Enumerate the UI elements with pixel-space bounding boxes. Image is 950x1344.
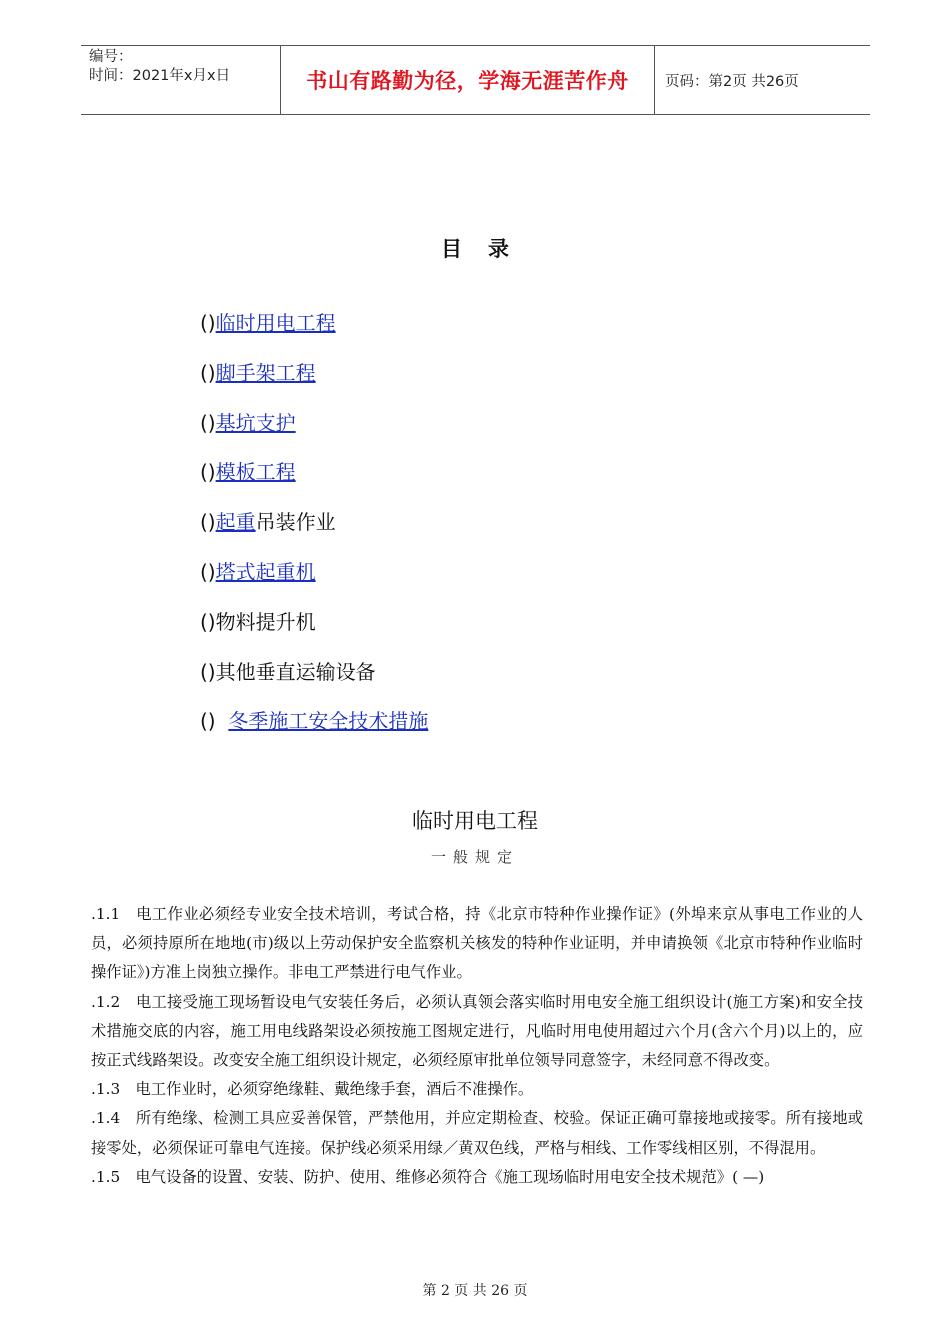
toc-item bbox=[200, 657, 428, 707]
toc-link[interactable]: 冬季施工安全技术措施 bbox=[228, 709, 429, 734]
section-subtitle: 一般规定 bbox=[430, 848, 519, 866]
header-meta bbox=[81, 46, 281, 114]
toc-item-marker: () bbox=[200, 311, 216, 335]
paragraph: .1.4 所有绝缘、检测工具应妥善保管，严禁他用，并应定期检查、校验。保证正确可靠接地或接零。所有接地或接零处，必须保证可靠电气连接。保护线必须采用绿／黄双色线，严格与相线、工作零线相区别，不得混用。 bbox=[91, 1109, 863, 1157]
toc-title-left: 目 bbox=[441, 237, 462, 261]
toc-link[interactable]: 基坑支护 bbox=[215, 410, 296, 435]
section-body bbox=[91, 900, 863, 1192]
toc-item-marker: () bbox=[200, 659, 216, 684]
paragraph: .1.2 电工接受施工现场暂设电气安装任务后，必须认真领会落实临时用电安全施工组织设计(施工方案)和安全技术措施交底的内容，施工用电线路架设必须按施工图规定进行，凡临时用电使用超过六个月(含六个月)以上的，应按正式线路架设。改变安全施工组织设计规定，必须经原审批单位领导同意签字，未经同意不得改变。 bbox=[91, 992, 863, 1070]
page-footer: 第 2 页 共 26 页 bbox=[422, 1283, 528, 1299]
toc-item bbox=[200, 358, 428, 408]
toc-item bbox=[200, 507, 428, 557]
toc-item-text: 吊装作业 bbox=[255, 510, 336, 535]
header-page-number: 页码：第2页 共26页 bbox=[665, 73, 799, 90]
toc-link[interactable]: 脚手架工程 bbox=[215, 360, 316, 385]
toc-item bbox=[200, 557, 428, 607]
toc-link[interactable]: 塔式起重机 bbox=[215, 559, 316, 584]
toc-item-marker: () bbox=[200, 510, 216, 535]
paragraph: .1.1 电工作业必须经专业安全技术培训，考试合格，持《北京市特种作业操作证》(外埠来京从事电工作业的人员，必须持原所在地地(市)级以上劳动保护安全监察机关核发的特种作业证明，并申请换领《北京市特种作业临时操作证》)方准上岗独立操作。非电工严禁进行电气作业。 bbox=[91, 905, 863, 982]
toc-item bbox=[200, 308, 428, 358]
toc-item-marker: () bbox=[200, 559, 216, 584]
header-time: 时间：2021年x月x日 bbox=[89, 68, 231, 84]
toc-item-marker: () bbox=[200, 609, 216, 634]
toc-link[interactable]: 模板工程 bbox=[215, 460, 296, 485]
header-motto: 书山有路勤为径，学海无涯苦作舟 bbox=[281, 46, 655, 114]
table-of-contents bbox=[200, 308, 428, 756]
toc-item bbox=[200, 408, 428, 458]
page-header bbox=[81, 45, 870, 115]
toc-item-marker: () bbox=[200, 360, 216, 385]
toc-item-marker: () bbox=[200, 410, 216, 435]
toc-title bbox=[0, 233, 950, 263]
toc-link[interactable]: 起重 bbox=[215, 510, 256, 535]
toc-title-right: 录 bbox=[488, 237, 509, 261]
toc-link[interactable]: 临时用电工程 bbox=[215, 311, 336, 335]
paragraph: .1.5 电气设备的设置、安装、防护、使用、维修必须符合《施工现场临时用电安全技术规范》( —) bbox=[91, 1167, 765, 1186]
section-title: 临时用电工程 bbox=[412, 809, 538, 833]
header-number: 编号： bbox=[89, 49, 133, 65]
toc-item-marker: () bbox=[200, 460, 216, 485]
toc-item bbox=[200, 607, 428, 657]
toc-item-text: 其他垂直运输设备 bbox=[215, 659, 376, 684]
toc-item-text: 物料提升机 bbox=[215, 609, 316, 634]
paragraph: .1.3 电工作业时，必须穿绝缘鞋、戴绝缘手套，酒后不准操作。 bbox=[91, 1080, 534, 1099]
toc-item-marker: () bbox=[200, 709, 229, 734]
toc-item bbox=[200, 457, 428, 507]
toc-item bbox=[200, 706, 428, 756]
